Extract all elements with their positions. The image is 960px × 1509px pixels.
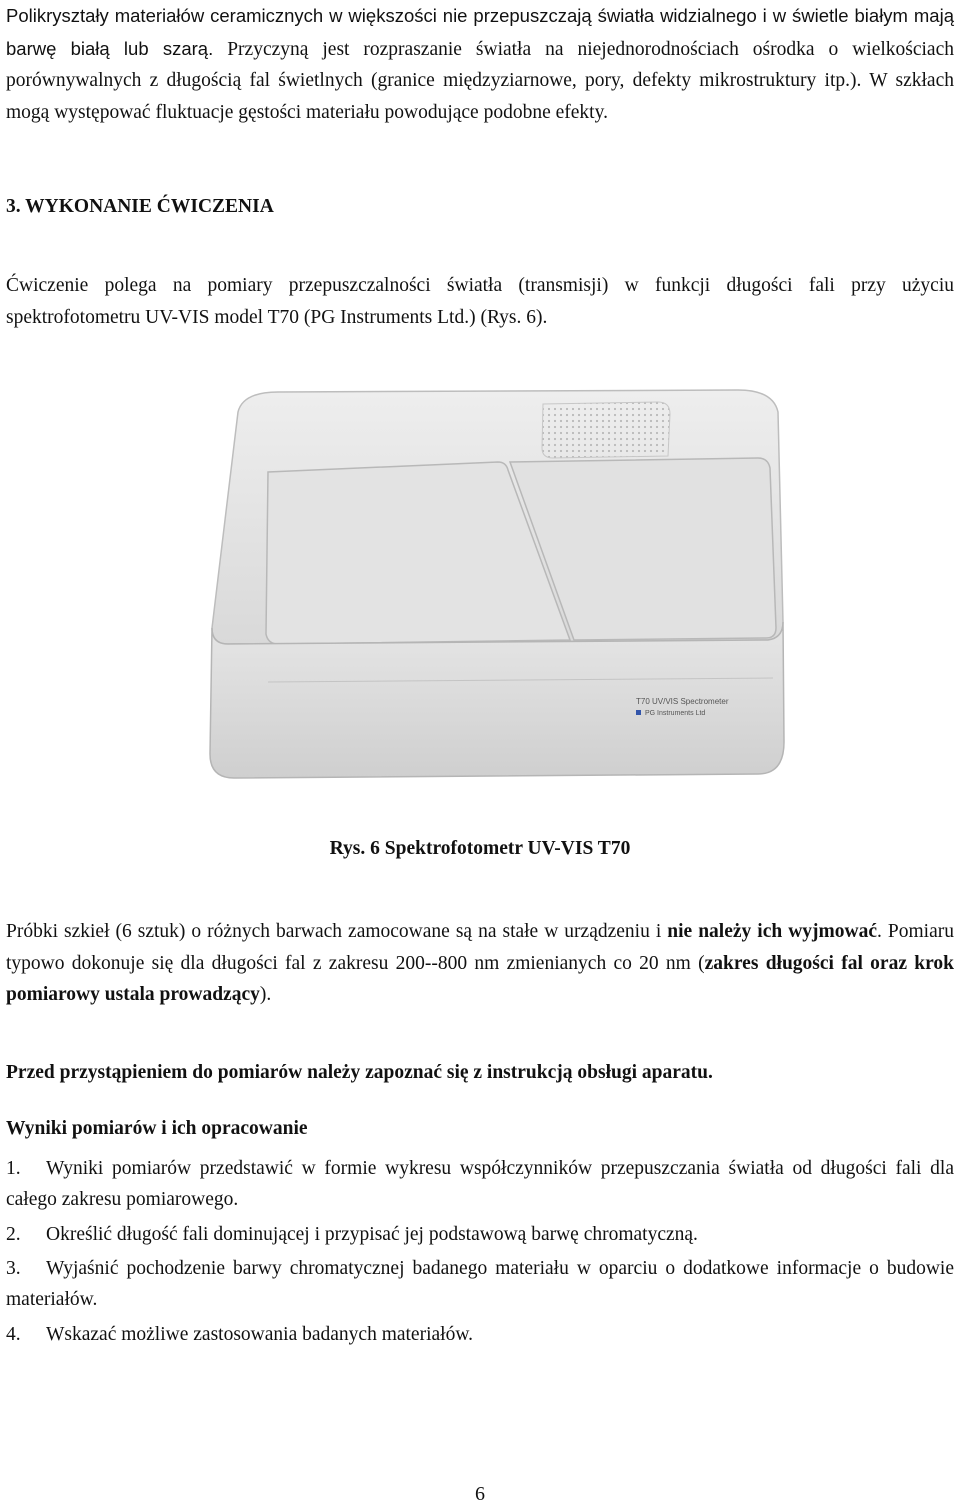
samples-paragraph: [6, 916, 954, 1011]
section-paragraph: Ćwiczenie polega na pomiary przepuszczalności światła (transmisji) w funkcji długości fali przy użyciu spektrofotometru UV-VIS model T70 (PG Instruments Ltd.) (Rys. 6).: [6, 275, 954, 328]
list-item-text: Wskazać możliwe zastosowania badanych materiałów.: [46, 1324, 474, 1345]
list-item: [6, 1319, 954, 1350]
list-item: [6, 1219, 954, 1250]
samples-range-note: zakres długości fal oraz krok pomiarowy ustala prowadzący: [6, 952, 955, 1005]
figure-caption: Rys. 6 Spektrofotometr UV-VIS T70: [329, 838, 631, 859]
list-item-number: 2.: [6, 1224, 21, 1245]
intro-paragraph: [6, 0, 954, 128]
list-item-number: 1.: [6, 1158, 21, 1179]
samples-text-e: ).: [259, 984, 272, 1005]
samples-text-c: . Pomiaru typowo dokonuje się dla długości fal z zakresu 200--800 nm zmienianych co 20 nm (: [6, 921, 954, 974]
section-heading: 3. WYKONANIE ĆWICZENIA: [6, 196, 274, 217]
intro-text-sans: Polikryształy materiałów ceramicznych w większości nie przepuszczają światła widzialnego i w świetle białym mają barwę białą lub szarą.: [6, 5, 954, 59]
samples-text-a: Próbki szkieł (6 sztuk) o różnych barwach zamocowane są na stałe w urządzeniu i: [6, 921, 668, 942]
list-item-text: Wyniki pomiarów przedstawić w formie wykresu współczynników przepuszczania światła od długości fali dla całego zakresu pomiarowego.: [6, 1158, 954, 1210]
spectrophotometer-image: [198, 382, 798, 782]
notice-text: Przed przystąpieniem do pomiarów należy zapoznać się z instrukcją obsługi aparatu.: [6, 1062, 713, 1083]
page-number: 6: [475, 1483, 485, 1505]
list-item-number: 3.: [6, 1258, 21, 1279]
list-item-text: Wyjaśnić pochodzenie barwy chromatycznej badanego materiału w oparciu o dodatkowe informacje o budowie materiałów.: [6, 1258, 954, 1310]
device-label-model: T70 UV/VIS Spectrometer: [636, 697, 729, 706]
list-item: [6, 1253, 954, 1315]
device-label-maker: PG Instruments Ltd: [645, 710, 706, 717]
samples-warning: nie należy ich wyjmować: [667, 921, 878, 942]
list-item-text: Określić długość fali dominującej i przypisać jej podstawową barwę chromatyczną.: [46, 1224, 698, 1245]
list-item-number: 4.: [6, 1324, 21, 1345]
list-item: [6, 1153, 954, 1215]
results-heading: Wyniki pomiarów i ich opracowanie: [6, 1118, 308, 1139]
intro-text-serif: Przyczyną jest rozpraszanie światła na niejednorodnościach ośrodka o wielkościach porównywalnych z długością fal świetlnych (granice międzyziarnowe, pory, defekty mikrostruktury itp.). W szkłach mogą występować fluktuacje gęstości materiału powodujące podobne efekty.: [6, 38, 954, 123]
device-label-logo-icon: [636, 710, 641, 715]
